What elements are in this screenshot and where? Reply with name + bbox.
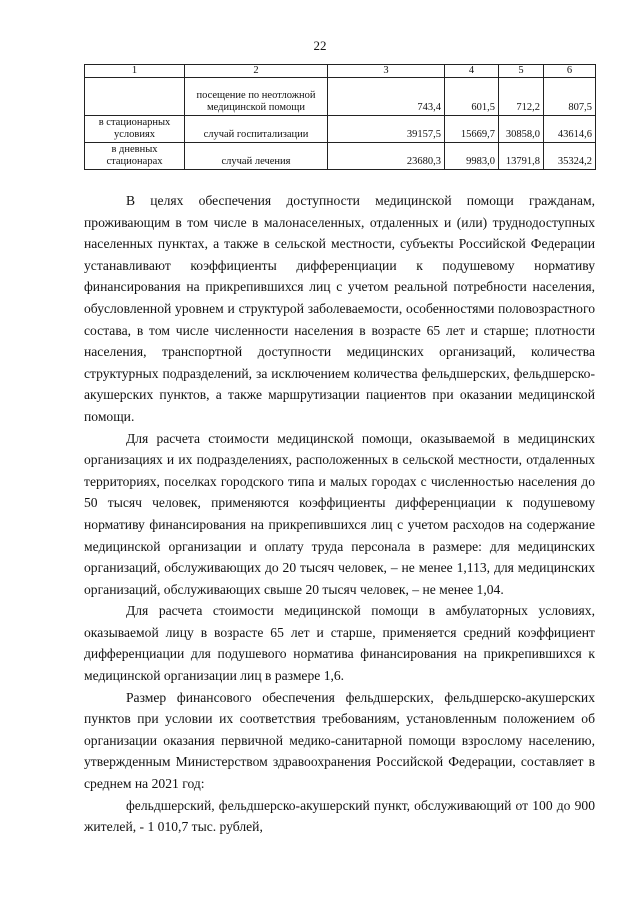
table-header-cell: 4 [445,65,499,78]
cost-table [84,64,596,170]
paragraph: В целях обеспечения доступности медицинской помощи гражданам, проживающим в том числе в малонаселенных, отдаленных и (или) труднодоступных населенных пунктах, а также в сельской местности, субъекты Российской Федерации устанавливают коэффициенты дифференциации к подушевому нормативу финансирования на прикрепившихся лиц с учетом реальной потребности населения, обусловленной уровнем и структурой заболеваемости, особенностями половозрастного состава, в том числе численности населения в возрасте 65 лет и старше; плотности населения, транспортной доступности медицинских организаций, количества структурных подразделений, за исключением количества фельдшерских, фельдшерско-акушерских пунктов, а также маршрутизации пациентов при оказании медицинской помощи. [84,193,595,424]
table-header-row [85,65,596,78]
table-cell: 23680,3 [328,143,445,170]
body-text [84,190,595,838]
paragraph: Для расчета стоимости медицинской помощи в амбулаторных условиях, оказываемой лицу в возрасте 65 лет и старше, применяется средний коэффициент дифференциации для подушевого норматива финансирования на прикрепившихся к медицинской организации лиц в размере 1,6. [84,603,595,684]
row-label: в стационарных условиях [85,116,185,143]
table-header-cell: 5 [499,65,544,78]
table-cell: 43614,6 [544,116,596,143]
paragraph: Размер финансового обеспечения фельдшерских, фельдшерско-акушерских пунктов при условии их соответствия требованиям, установленным положением об организации оказания первичной медико-санитарной помощи взрослому населению, утвержденным Министерством здравоохранения Российской Федерации, составляет в среднем на 2021 год: [84,689,595,792]
row-unit: посещение по неотложной медицинской помощи [185,78,328,116]
table-cell: 743,4 [328,78,445,116]
row-label: в дневных стационарах [85,143,185,170]
row-unit: случай лечения [185,143,328,170]
table-row [85,116,596,143]
table-row [85,143,596,170]
paragraph: фельдшерский, фельдшерско-акушерский пункт, обслуживающий от 100 до 900 жителей, - 1 010,7 тыс. рублей, [84,797,595,835]
table-cell: 35324,2 [544,143,596,170]
table-cell: 601,5 [445,78,499,116]
table-header-cell: 1 [85,65,185,78]
table-cell: 9983,0 [445,143,499,170]
table-cell: 807,5 [544,78,596,116]
row-label [85,78,185,116]
table-header-cell: 3 [328,65,445,78]
table-cell: 39157,5 [328,116,445,143]
table-header-cell: 6 [544,65,596,78]
page-number: 22 [313,38,327,53]
table-header-cell: 2 [185,65,328,78]
row-unit: случай госпитализации [185,116,328,143]
paragraph: Для расчета стоимости медицинской помощи, оказываемой в медицинских организациях и их подразделениях, расположенных в сельской местности, отдаленных территориях, поселках городского типа и малых городах с численностью населения до 50 тысяч человек, применяются коэффициенты дифференциации к подушевому нормативу финансирования на прикрепившихся лиц с учетом расходов на содержание медицинской организации и оплату труда персонала в размере: для медицинских организаций, обслуживающих до 20 тысяч человек, – не менее 1,113, для медицинских организаций, обслуживающих свыше 20 тысяч человек, – не менее 1,04. [84,430,595,597]
table-cell: 13791,8 [499,143,544,170]
table-row [85,78,596,116]
table-cell: 30858,0 [499,116,544,143]
table-cell: 15669,7 [445,116,499,143]
table-cell: 712,2 [499,78,544,116]
